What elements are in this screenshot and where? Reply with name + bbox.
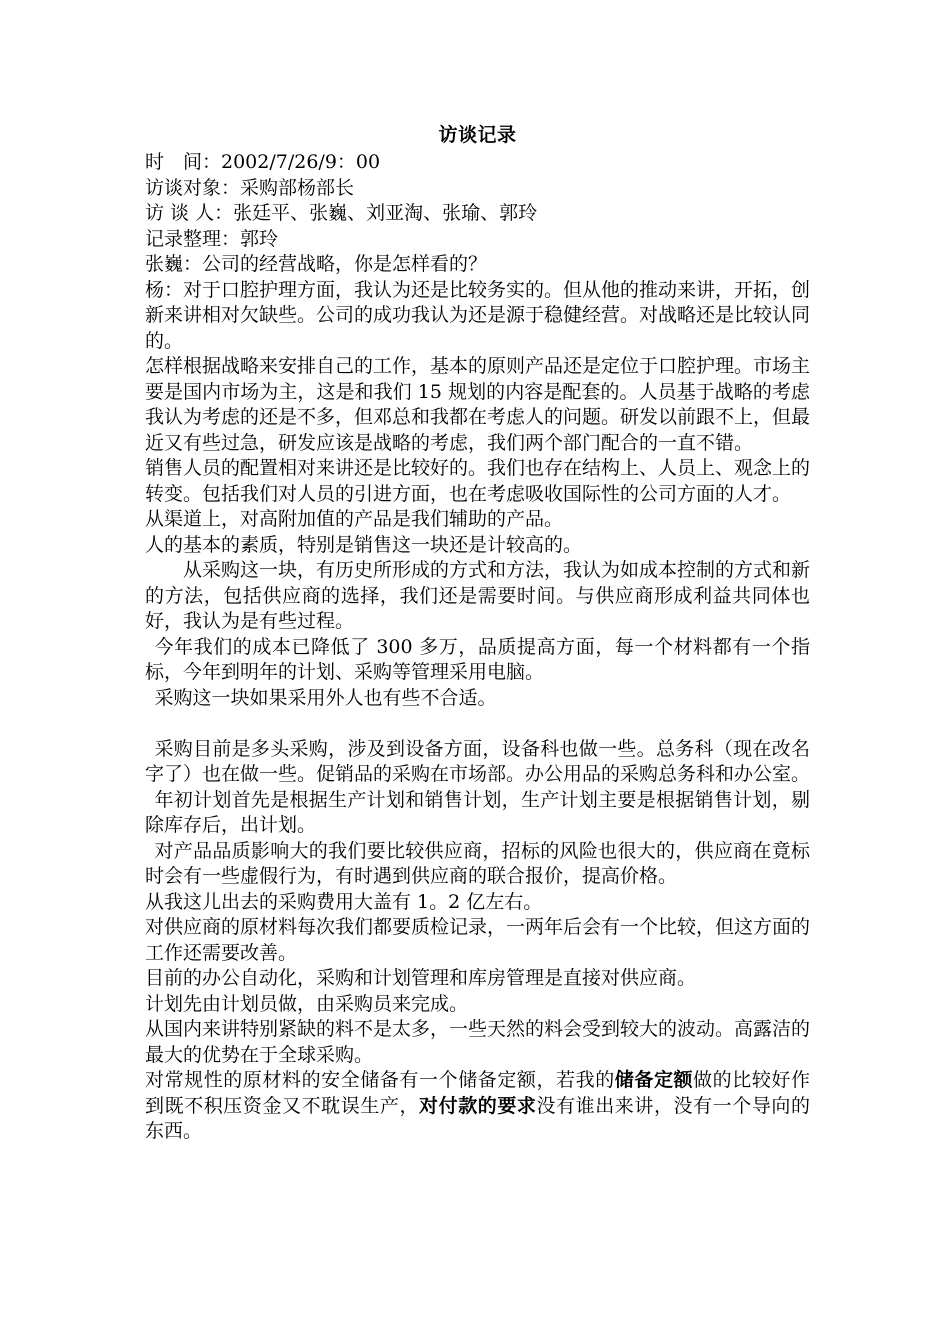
paragraph-safety-stock [145, 1068, 810, 1145]
paragraph-cost-reduction: 今年我们的成本已降低了 300 多万，品质提高方面，每一个材料都有一个指标，今年到明年的计划、采购等管理采用电脑。 [145, 635, 810, 683]
paragraph-answer-strategy: 杨：对于口腔护理方面，我认为还是比较务实的。但从他的推动来讲，开拓，创新来讲相对欠缺些。公司的成功我认为还是源于稳健经营。对战略还是比较认同的。 [145, 278, 811, 352]
meta-interviewers: 访 谈 人：张廷平、张巍、刘亚淘、张瑜、郭玲 [145, 202, 538, 224]
safety-stock-text-c: 做的比较好作到既不积压资金又不耽误生产， [145, 1069, 810, 1117]
paragraph-question: 张巍：公司的经营战略，你是怎样看的？ [145, 253, 488, 275]
paragraph-cost-total: 从我这儿出去的采购费用大盖有 1。2 亿左右。 [145, 890, 543, 913]
paragraph-inspection: 对供应商的原材料每次我们都要质检记录，一两年后会有一个比较，但这方面的工作还需要改善。 [145, 916, 811, 964]
document-title: 访谈记录 [438, 124, 517, 146]
paragraph-shortage: 从国内来讲特别紧缺的料不是太多，一些天然的料会受到较大的波动。高露洁的最大的优势在于全球采购。 [145, 1018, 811, 1066]
paragraph-suppliers: 对产品品质影响大的我们要比较供应商，招标的风险也很大的，供应商在竟标时会有一些虚假行为，有时遇到供应商的联合报价，提高价格。 [145, 839, 810, 887]
paragraph-work-arrangement: 怎样根据战略来安排自己的工作，基本的原则产品还是定位于口腔护理。市场主要是国内市场为主，这是和我们 15 规划的内容是配套的。人员基于战略的考虑我认为考虑的还是不多，但邓总和我都在考虑人的问题。研发以前跟不上，但最近又有些过急，研发应该是战略的考虑，我们两个部门配合的一直不错。 [145, 355, 811, 454]
paragraph-purchasing: 从采购这一块，有历史所形成的方式和方法，我认为如成本控制的方式和新的方法，包括供应商的选择，我们还是需要时间。与供应商形成利益共同体也好，我认为是有些过程。 [145, 559, 811, 632]
blank-line [145, 711, 810, 737]
paragraph-sales-staff: 销售人员的配置相对来讲还是比较好的。我们也存在结构上、人员上、观念上的转变。包括我们对人员的引进方面，也在考虑吸收国际性的公司方面的人才。 [145, 457, 811, 505]
meta-subject: 访谈对象：采购部杨部长 [145, 176, 355, 199]
meta-recorder: 记录整理：郭玲 [145, 227, 279, 250]
document-page [145, 122, 810, 1145]
paragraph-office-automation: 目前的办公自动化，采购和计划管理和库房管理是直接对供应商。 [145, 967, 697, 989]
paragraph-outsiders: 采购这一块如果采用外人也有些不合适。 [154, 686, 497, 709]
emphasis-reserve-quota: 储备定额 [614, 1069, 694, 1091]
safety-stock-text-e: 没有谁出来讲，没有一个导向的东西。 [145, 1094, 810, 1142]
emphasis-payment-requirement: 对付款的要求 [419, 1094, 537, 1117]
paragraph-planner: 计划先由计划员做，由采购员来完成。 [145, 992, 469, 1015]
safety-stock-text-a: 对常规性的原材料的安全储备有一个储备定额，若我的 [145, 1069, 615, 1091]
paragraph-annual-plan: 年初计划首先是根据生产计划和销售计划，生产计划主要是根据销售计划，剔除库存后，出计划。 [145, 788, 810, 836]
paragraph-quality: 人的基本的素质，特别是销售这一块还是计较高的。 [145, 533, 583, 556]
meta-time: 时 间：2002/7/26/9：00 [145, 151, 381, 173]
paragraph-multi-purchasing: 采购目前是多头采购，涉及到设备方面，设备科也做一些。总务科（现在改名字了）也在做一些。促销品的采购在市场部。办公用品的采购总务科和办公室。 [145, 737, 811, 785]
paragraph-channels: 从渠道上，对高附加值的产品是我们辅助的产品。 [145, 508, 564, 530]
